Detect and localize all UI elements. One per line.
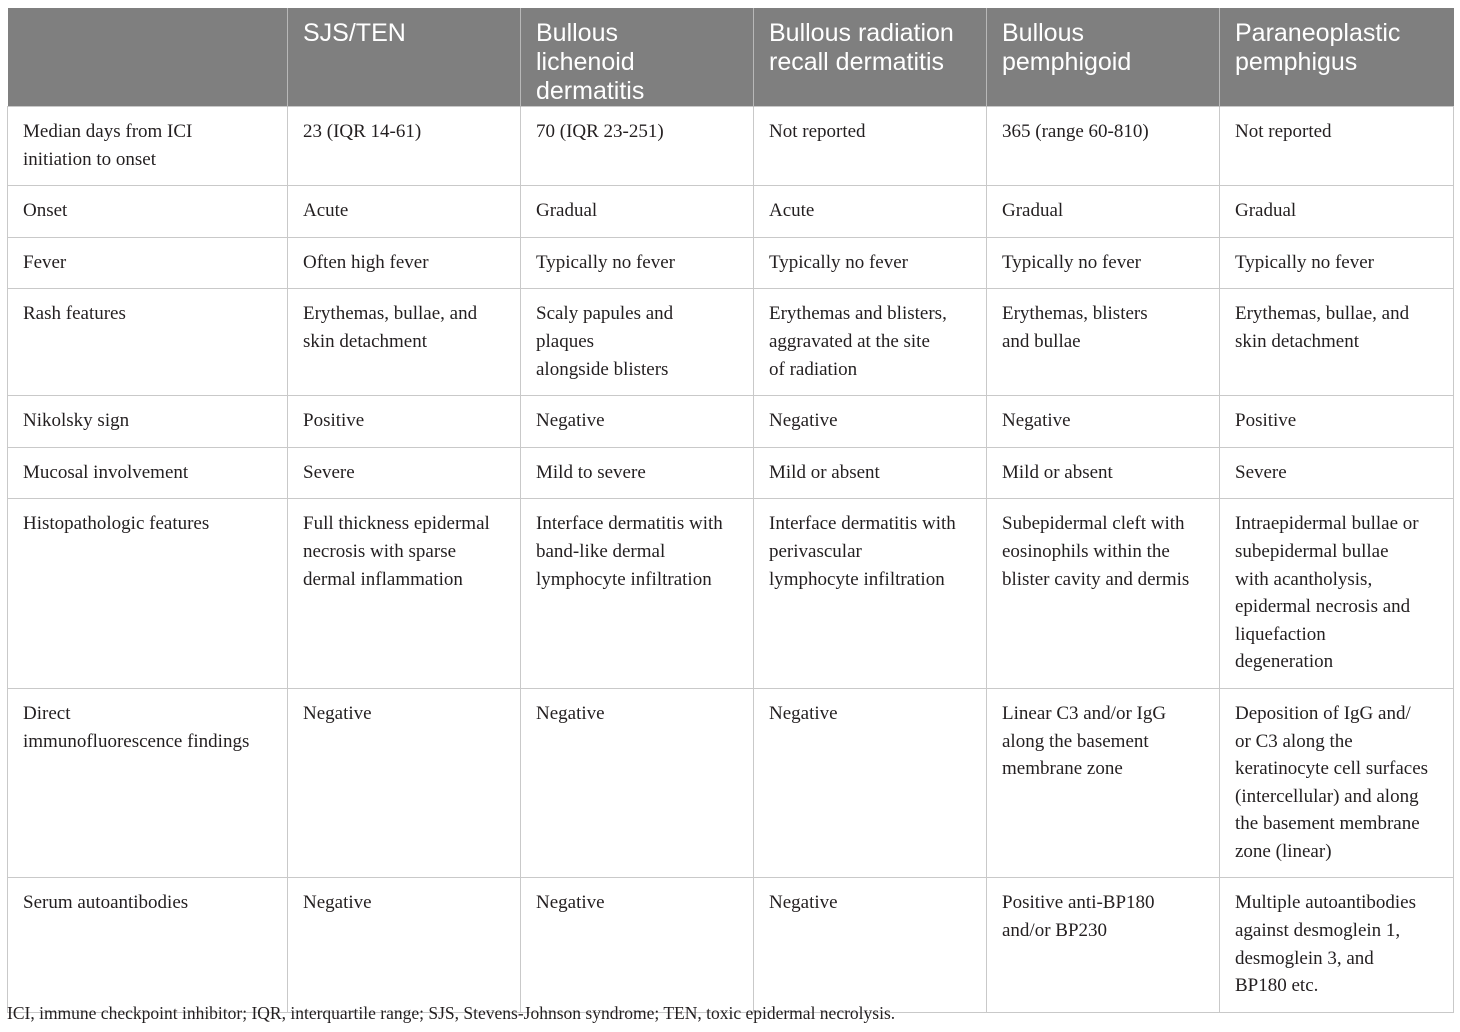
table-cell: Acute bbox=[754, 186, 987, 238]
table-cell: 365 (range 60-810) bbox=[987, 107, 1220, 186]
table-row-rash-features bbox=[8, 289, 1454, 396]
row-label-cell: Nikolsky sign bbox=[8, 396, 288, 448]
table-cell: Multiple autoantibodies against desmoglein 1, desmoglein 3, and BP180 etc. bbox=[1220, 878, 1454, 1012]
table-row-fever bbox=[8, 237, 1454, 289]
table-cell: Negative bbox=[288, 878, 521, 1012]
table-cell: Positive bbox=[288, 396, 521, 448]
table-cell: Negative bbox=[754, 878, 987, 1012]
header-cell-bullous-radiation-recall: Bullous radiation recall dermatitis bbox=[754, 8, 987, 107]
table-cell: Acute bbox=[288, 186, 521, 238]
table-cell: Typically no fever bbox=[754, 237, 987, 289]
table-cell: Negative bbox=[521, 878, 754, 1012]
table-cell: Often high fever bbox=[288, 237, 521, 289]
header-row bbox=[8, 8, 1454, 107]
table-cell: Negative bbox=[521, 396, 754, 448]
table-cell: Mild or absent bbox=[987, 447, 1220, 499]
table-cell: Negative bbox=[754, 396, 987, 448]
header-cell-bullous-lichenoid: Bullous lichenoid dermatitis bbox=[521, 8, 754, 107]
table-row-median-days bbox=[8, 107, 1454, 186]
row-label-cell: Histopathologic features bbox=[8, 499, 288, 689]
table-cell: Not reported bbox=[1220, 107, 1454, 186]
table-cell: Gradual bbox=[521, 186, 754, 238]
table-cell: Interface dermatitis with band-like dermal lymphocyte infiltration bbox=[521, 499, 754, 689]
table-cell: 23 (IQR 14-61) bbox=[288, 107, 521, 186]
table-cell: Severe bbox=[288, 447, 521, 499]
header-cell-bullous-pemphigoid: Bullous pemphigoid bbox=[987, 8, 1220, 107]
table-cell: Erythemas, bullae, and skin detachment bbox=[288, 289, 521, 396]
table-cell: Gradual bbox=[987, 186, 1220, 238]
table-row-serum-autoantibodies bbox=[8, 878, 1454, 1012]
header-cell-paraneoplastic-pemphigus: Paraneoplastic pemphigus bbox=[1220, 8, 1454, 107]
table-cell: Erythemas, blisters and bullae bbox=[987, 289, 1220, 396]
table-cell: Mild to severe bbox=[521, 447, 754, 499]
table-cell: 70 (IQR 23-251) bbox=[521, 107, 754, 186]
row-label-cell: Direct immunofluorescence findings bbox=[8, 688, 288, 878]
table-cell: Mild or absent bbox=[754, 447, 987, 499]
header-cell-corner bbox=[8, 8, 288, 107]
row-label-cell: Median days from ICI initiation to onset bbox=[8, 107, 288, 186]
header-cell-sjs-ten: SJS/TEN bbox=[288, 8, 521, 107]
table-cell: Typically no fever bbox=[987, 237, 1220, 289]
table-cell: Erythemas and blisters, aggravated at the site of radiation bbox=[754, 289, 987, 396]
table-cell: Scaly papules and plaques alongside blisters bbox=[521, 289, 754, 396]
row-label-cell: Mucosal involvement bbox=[8, 447, 288, 499]
table-row-mucosal-involvement bbox=[8, 447, 1454, 499]
table-cell: Typically no fever bbox=[1220, 237, 1454, 289]
table-row-direct-immunofluorescence bbox=[8, 688, 1454, 878]
table-cell: Negative bbox=[754, 688, 987, 878]
table-cell: Linear C3 and/or IgG along the basement membrane zone bbox=[987, 688, 1220, 878]
table-row-histopathologic-features bbox=[8, 499, 1454, 689]
table-cell: Positive anti-BP180 and/or BP230 bbox=[987, 878, 1220, 1012]
table-row-nikolsky-sign bbox=[8, 396, 1454, 448]
row-label-cell: Onset bbox=[8, 186, 288, 238]
table-cell: Typically no fever bbox=[521, 237, 754, 289]
table-cell: Negative bbox=[987, 396, 1220, 448]
table-cell: Severe bbox=[1220, 447, 1454, 499]
comparison-table bbox=[7, 8, 1454, 1013]
table-cell: Positive bbox=[1220, 396, 1454, 448]
row-label-cell: Rash features bbox=[8, 289, 288, 396]
table-cell: Subepidermal cleft with eosinophils within the blister cavity and dermis bbox=[987, 499, 1220, 689]
table-cell: Gradual bbox=[1220, 186, 1454, 238]
table-footnote: ICI, immune checkpoint inhibitor; IQR, interquartile range; SJS, Stevens-Johnson syndrome; TEN, toxic epidermal necrolysis. bbox=[7, 1003, 896, 1023]
table-cell: Negative bbox=[521, 688, 754, 878]
table-cell: Deposition of IgG and/ or C3 along the keratinocyte cell surfaces (intercellular) and along the basement membrane zone (linear) bbox=[1220, 688, 1454, 878]
row-label-cell: Fever bbox=[8, 237, 288, 289]
table-cell: Interface dermatitis with perivascular lymphocyte infiltration bbox=[754, 499, 987, 689]
table-cell: Erythemas, bullae, and skin detachment bbox=[1220, 289, 1454, 396]
table-cell: Full thickness epidermal necrosis with sparse dermal inflammation bbox=[288, 499, 521, 689]
table-cell: Intraepidermal bullae or subepidermal bullae with acantholysis, epidermal necrosis and liquefaction degeneration bbox=[1220, 499, 1454, 689]
table-row-onset bbox=[8, 186, 1454, 238]
row-label-cell: Serum autoantibodies bbox=[8, 878, 288, 1012]
table-cell: Negative bbox=[288, 688, 521, 878]
table-cell: Not reported bbox=[754, 107, 987, 186]
